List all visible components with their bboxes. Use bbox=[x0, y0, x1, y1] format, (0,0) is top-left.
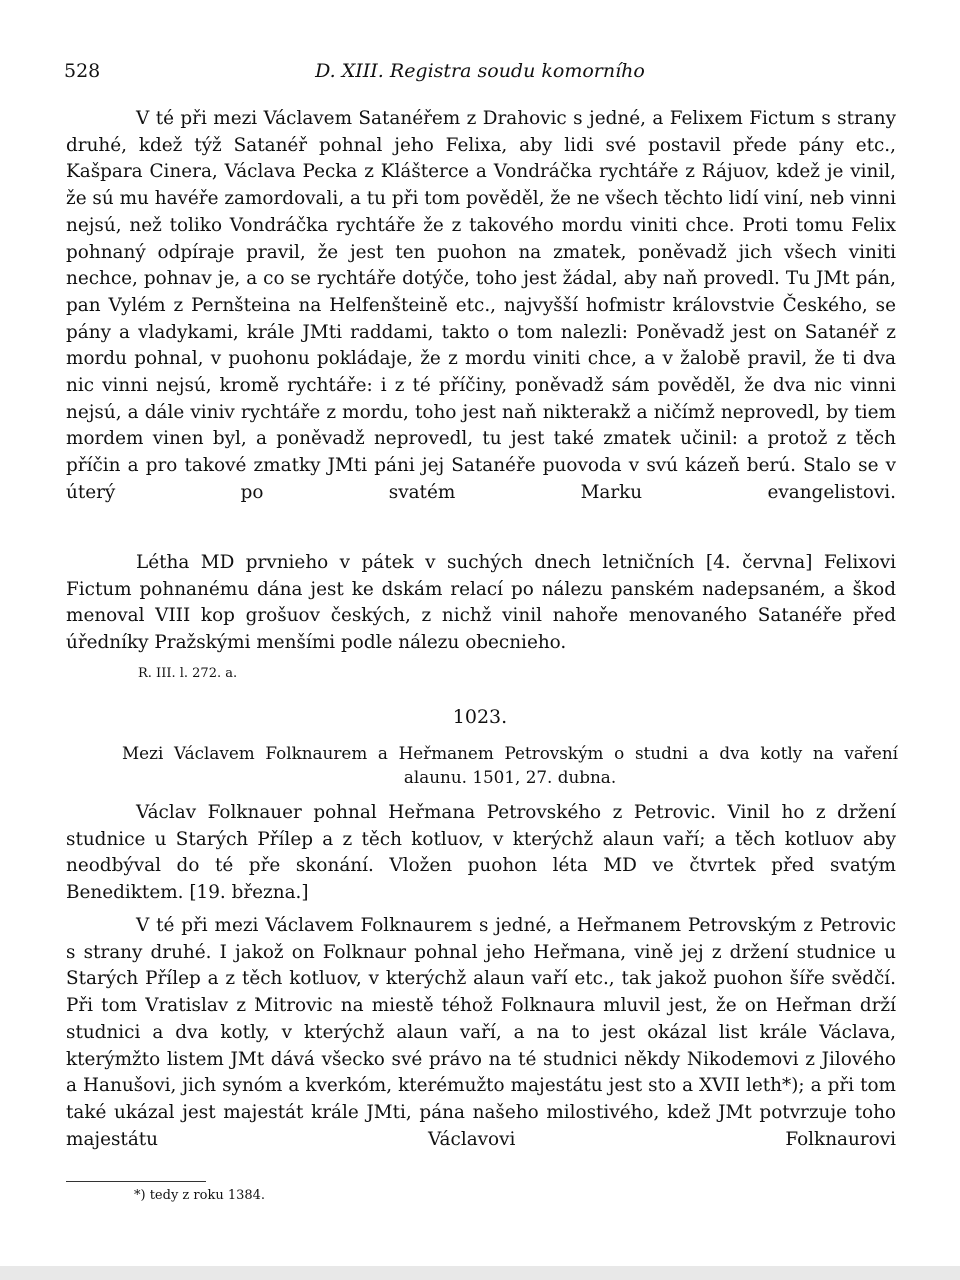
page-bottom-edge bbox=[0, 1266, 960, 1280]
footnote-divider bbox=[66, 1181, 206, 1182]
page-number: 528 bbox=[64, 60, 101, 82]
document-heading: Mezi Václavem Folknaurem a Heřmanem Petrovským o studni a dva kotly na vaření alaunu. 1501, 27. dubna. bbox=[122, 743, 898, 787]
paragraph-folknaur-hearing: V té při mezi Václavem Folknaurem s jedné, a Heřmanem Petrovským z Petrovic s strany druhé. I jakož on Folknaur pohnal jeho Heřmana, vině jej z držení studnice u Starých Přílep a z těch kotluov, v kterýchž alaun vaří etc., tak jakož puohon šíře svědčí. Při tom Vratislav z Mitrovic na miestě téhož Folknaura mluvil jest, že on Heřman drží studnici a dva kotly, v kterýchž alaun vaří, a na to jest okázal list krále Václava, kterýmžto listem JMt dává všecko své právo na té studnici někdy Nikodemovi z Jilového a Hanušovi, jich synóm a kverkóm, kterémužto majestátu jest sto a XVII leth*); a při tom také ukázal jest majestát krále JMti, pána našeho milostivého, kdež JMt potvrzuje toho majestátu Václavovi Folknaurovi bbox=[66, 915, 896, 1150]
running-title: D. XIII. Registra soudu komorního bbox=[315, 60, 645, 82]
paragraph-satanef-ruling: V té při mezi Václavem Satanéřem z Drahovic s jedné, a Felixem Fictum s strany druhé, kdež týž Satanéř pohnal jeho Felixa, aby lidi své postavil přede pány etc., Kašpara Cinera, Václava Pecka z Klášterce a Vondráčka rychtáře z Rájuov, kdež je vinil, že sú mu havéře zamordovali, a tu při tom pověděl, že ne všech těchto lidí viní, neb vinni nejsú, než toliko Vondráčka rychtáře že z takového mordu viniti chce. Proti tomu Felix pohnaný odpíraje pravil, že jest ten puohon na zmatek, poněvadž jich všech viniti nechce, pohnav je, a co se rychtáře dotýče, toho jest žádal, aby naň provedl. Tu JMt pán, pan Vylém z Pernšteina na Helfenšteině etc., najvyšší hofmistr královstvie Českého, se pány a vladykami, krále JMti raddami, takto o tom nalezli: Poněvadž jest on Satanéř z mordu pohnal, v puohonu pokládaje, že z mordu viniti chce, a v žalobě pravil, že ti dva nic vinni nejsú, kromě rychtáře: i z té příčiny, poněvadž sám pověděl, že dva nic vinni nejsú, a dále viniv rychtáře z mordu, toho jest naň nikterakž a ničímž neprovedl, by tiem mordem vinen byl, a poněvadž neprovedl, tu jest také zmatek učinil: a protož z těch příčin a pro takové zmatky JMti páni jej Satanéře puovoda v svú kázeň berú. Stalo se v úterý po svatém Marku evangelistovi. bbox=[66, 108, 896, 503]
paragraph-felix-relation: Létha MD prvnieho v pátek v suchých dnech letničních [4. června] Felixovi Fictum pohnanému dána jest ke dskám relací po nálezu panském nadepsaném, a škod menoval VIII kop grošuov českých, z nichž vinil nahoře menovaného Satanéře před úředníky Pražskými menšími podle nálezu obecnieho. bbox=[66, 552, 896, 654]
document-number: 1023. bbox=[452, 706, 508, 728]
page-header bbox=[64, 60, 896, 84]
archive-reference: R. III. l. 272. a. bbox=[138, 666, 238, 681]
paragraph-folknauer-summons: Václav Folknauer pohnal Heřmana Petrovského z Petrovic. Vinil ho z držení studnice u Starých Přílep a z těch kotluov, v kterýchž alaun vaří; a těch kotluov aby neodbýval do té pře skonání. Vložen puohon léta MD ve čtvrtek před svatým Benediktem. [19. března.] bbox=[66, 802, 896, 904]
footnote: *) tedy z roku 1384. bbox=[134, 1188, 266, 1203]
